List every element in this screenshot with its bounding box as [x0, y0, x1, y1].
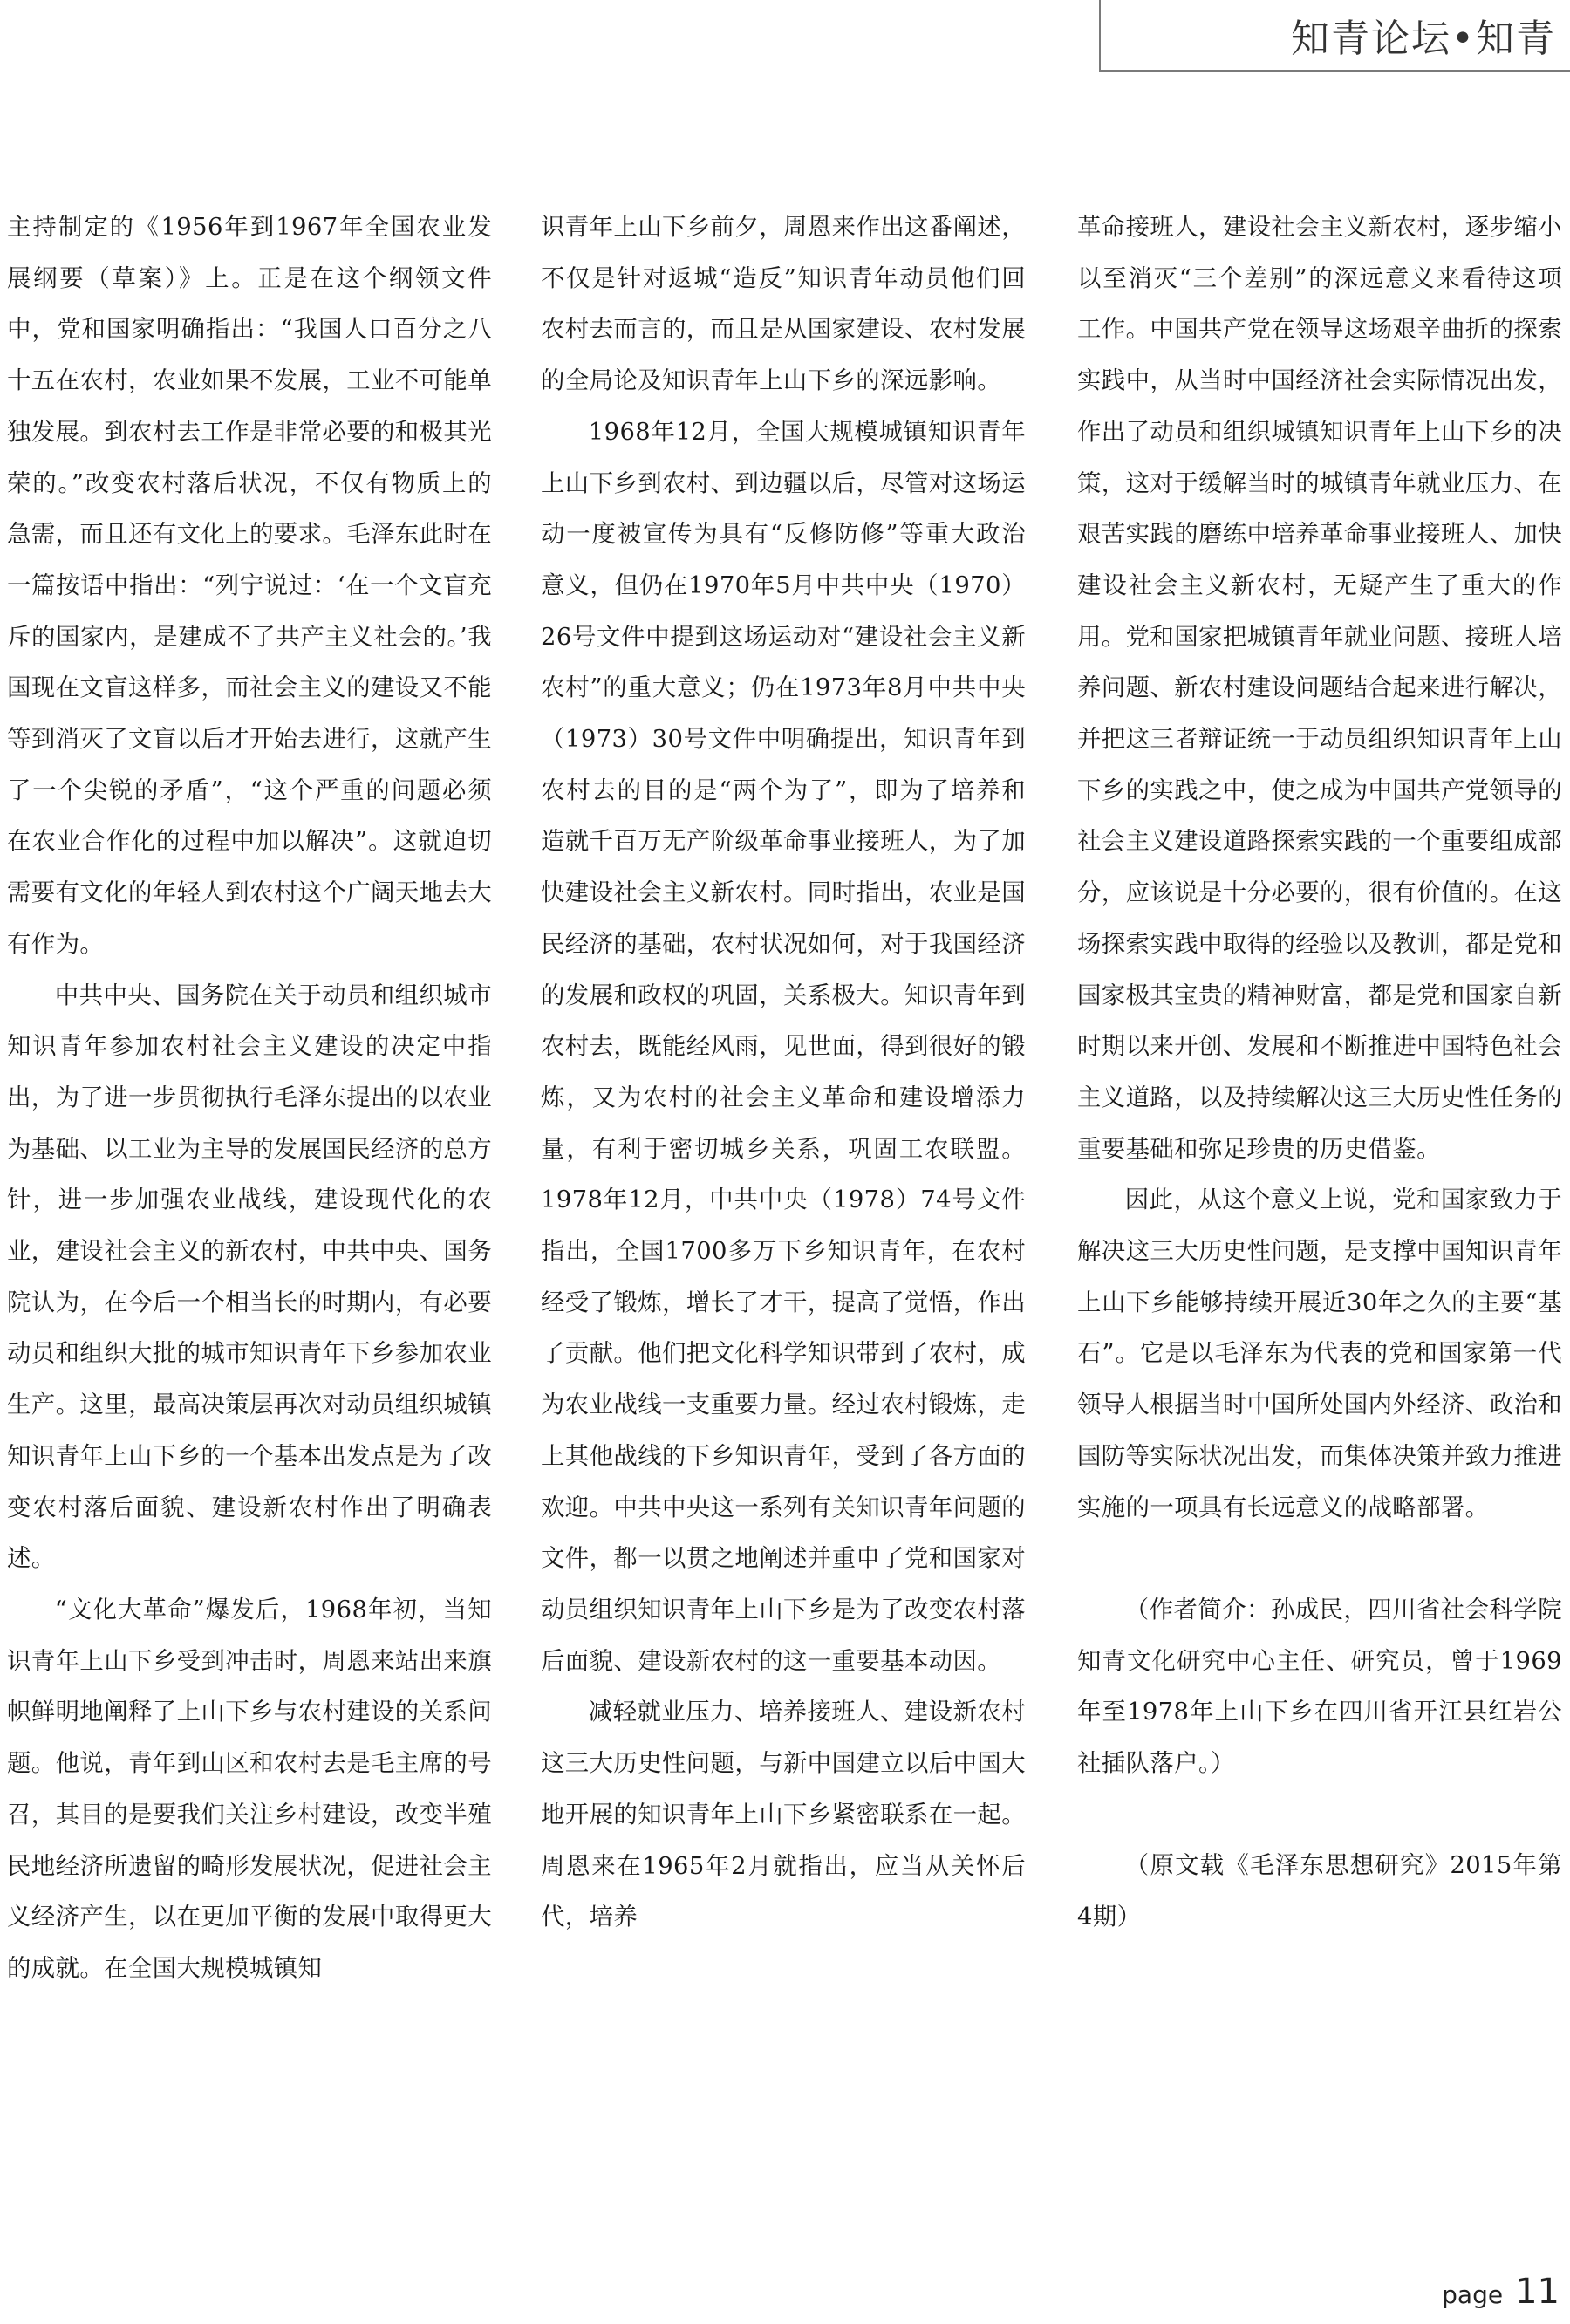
article-column-3 — [1077, 202, 1562, 1944]
page-number — [1442, 2272, 1560, 2312]
section-title: 知青论坛•知青 — [1291, 17, 1556, 61]
paragraph: 革命接班人，建设社会主义新农村，逐步缩小以至消灭“三个差别”的深远意义来看待这项工作。中国共产党在领导这场艰辛曲折的探索实践中，从当时中国经济社会实际情况出发，作出了动员和组织城镇知识青年上山下乡的决策，这对于缓解当时的城镇青年就业压力、在艰苦实践的磨练中培养革命事业接班人、加快建设社会主义新农村，无疑产生了重大的作用。党和国家把城镇青年就业问题、接班人培养问题、新农村建设问题结合起来进行解决，并把这三者辩证统一于动员组织知识青年上山下乡的实践之中，使之成为中国共产党领导的社会主义建设道路探索实践的一个重要组成部分，应该说是十分必要的，很有价值的。在这场探索实践中取得的经验以及教训，都是党和国家极其宝贵的精神财富，都是党和国家自新时期以来开创、发展和不断推进中国特色社会主义道路，以及持续解决这三大历史性任务的重要基础和弥足珍贵的历史借鉴。 — [1077, 214, 1562, 1163]
paragraph: 中共中央、国务院在关于动员和组织城市知识青年参加农村社会主义建设的决定中指出，为了进一步贯彻执行毛泽东提出的以农业为基础、以工业为主导的发展国民经济的总方针，进一步加强农业战线，建设现代化的农业，建设社会主义的新农村，中共中央、国务院认为，在今后一个相当长的时期内，有必要动员和组织大批的城市知识青年下乡参加农业生产。这里，最高决策层再次对动员组织城镇知识青年上山下乡的一个基本出发点是为了改变农村落后面貌、建设新农村作出了明确表述。 — [7, 981, 492, 1573]
page-number-value: 11 — [1515, 2272, 1560, 2312]
paragraph: 1968年12月，全国大规模城镇知识青年上山下乡到农村、到边疆以后，尽管对这场运动一度被宣传为具有“反修防修”等重大政治意义，但仍在1970年5月中共中央（1970）26号文件中提到这场运动对“建设社会主义新农村”的重大意义；仍在1973年8月中共中央（1973）30号文件中明确提出，知识青年到农村去的目的是“两个为了”，即为了培养和造就千百万无产阶级革命事业接班人，为了加快建设社会主义新农村。同时指出，农业是国民经济的基础，农村状况如何，对于我国经济的发展和政权的巩固，关系极大。知识青年到农村去，既能经风雨，见世面，得到很好的锻炼，又为农村的社会主义革命和建设增添力量，有利于密切城乡关系，巩固工农联盟。1978年12月，中共中央（1978）74号文件指出，全国1700多万下乡知识青年，在农村经受了锻炼，增长了才干，提高了觉悟，作出了贡献。他们把文化科学知识带到了农村，成为农业战线一支重要力量。经过农村锻炼，走上其他战线的下乡知识青年，受到了各方面的欢迎。中共中央这一系列有关知识青年问题的文件，都一以贯之地阐述并重申了党和国家对动员组织知识青年上山下乡是为了改变农村落后面貌、建设新农村的这一重要基本动因。 — [541, 418, 1026, 1675]
paragraph: 主持制定的《1956年到1967年全国农业发展纲要（草案）》上。正是在这个纲领文件中，党和国家明确指出：“我国人口百分之八十五在农村，农业如果不发展，工业不可能单独发展。到农村去工作是非常必要的和极其光荣的。”改变农村落后状况，不仅有物质上的急需，而且还有文化上的要求。毛泽东此时在一篇按语中指出：“列宁说过：‘在一个文盲充斥的国家内，是建成不了共产主义社会的。’我国现在文盲这样多，而社会主义的建设又不能等到消灭了文盲以后才开始去进行，这就产生了一个尖锐的矛盾”，“这个严重的问题必须在农业合作化的过程中加以解决”。这就迫切需要有文化的年轻人到农村这个广阔天地去大有作为。 — [7, 214, 492, 958]
section-header — [1099, 0, 1570, 72]
author-note: （作者简介：孙成民，四川省社会科学院知青文化研究中心主任、研究员，曾于1969年至1978年上山下乡在四川省开江县红岩公社插队落户。） — [1077, 1596, 1562, 1778]
page-label: page — [1442, 2280, 1504, 2309]
paragraph: 因此，从这个意义上说，党和国家致力于解决这三大历史性问题，是支撑中国知识青年上山下乡能够持续开展近30年之久的主要“基石”。它是以毛泽东为代表的党和国家第一代领导人根据当时中国所处国内外经济、政治和国防等实际状况出发，而集体决策并致力推进实施的一项具有长远意义的战略部署。 — [1077, 1186, 1562, 1521]
paragraph: “文化大革命”爆发后，1968年初，当知识青年上山下乡受到冲击时，周恩来站出来旗帜鲜明地阐释了上山下乡与农村建设的关系问题。他说，青年到山区和农村去是毛主席的号召，其目的是要我们关注乡村建设，改变半殖民地经济所遗留的畸形发展状况，促进社会主义经济产生，以在更加平衡的发展中取得更大的成就。在全国大规模城镇知 — [7, 1596, 492, 1982]
paragraph: 减轻就业压力、培养接班人、建设新农村这三大历史性问题，与新中国建立以后中国大地开展的知识青年上山下乡紧密联系在一起。周恩来在1965年2月就指出，应当从关怀后代，培养 — [541, 1699, 1026, 1931]
article-column-1 — [7, 202, 492, 1995]
article-column-2 — [541, 202, 1026, 1944]
paragraph: 识青年上山下乡前夕，周恩来作出这番阐述，不仅是针对返城“造反”知识青年动员他们回农村去而言的，而且是从国家建设、农村发展的全局论及知识青年上山下乡的深远影响。 — [541, 214, 1026, 395]
source-note: （原文载《毛泽东思想研究》2015年第4期） — [1077, 1852, 1562, 1931]
